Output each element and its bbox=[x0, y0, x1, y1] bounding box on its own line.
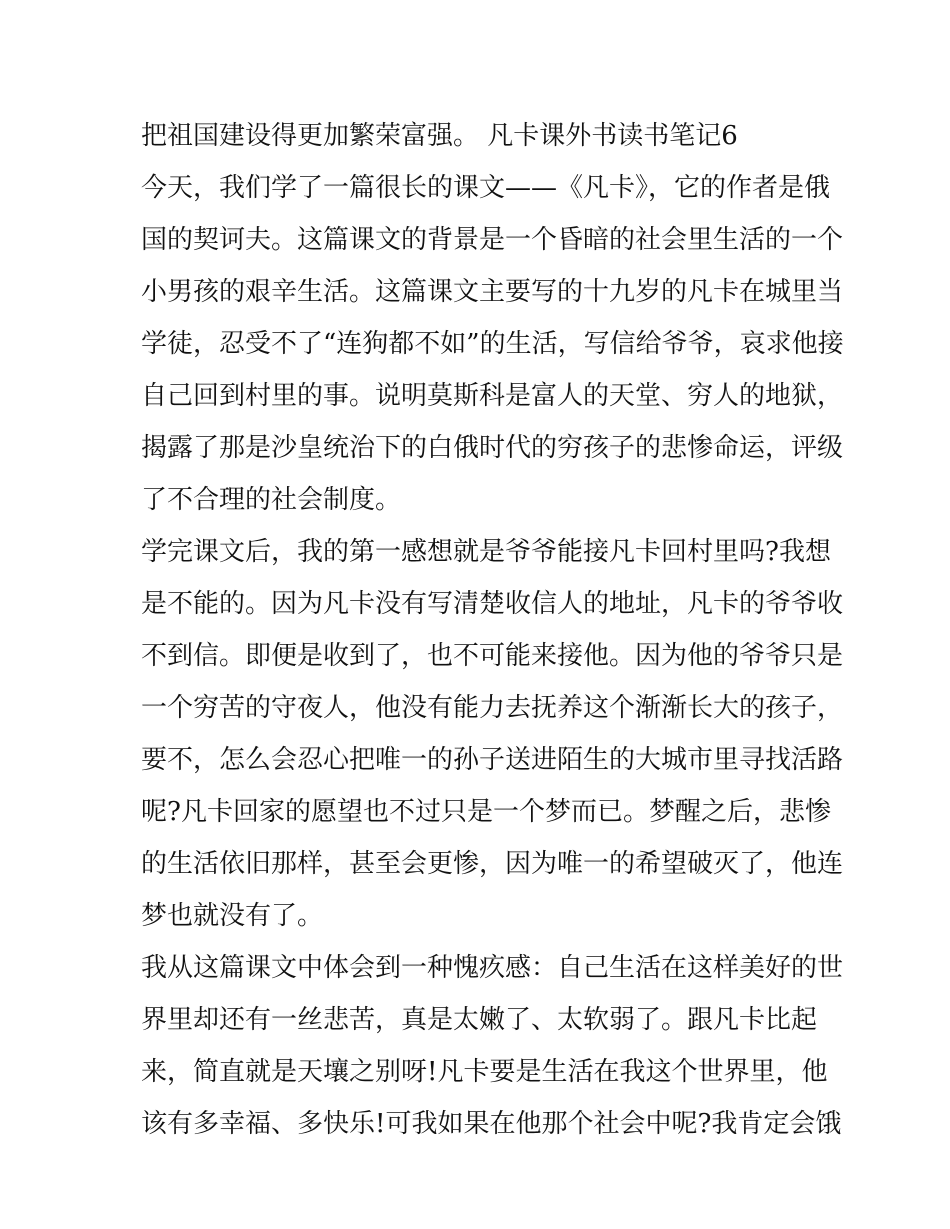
text-line: 不到信。即便是收到了，也不可能来接他。因为他的爷爷只是 bbox=[141, 641, 844, 671]
text-line: 界里却还有一丝悲苦，真是太嫩了、太软弱了。跟凡卡比起 bbox=[141, 1005, 818, 1035]
text-line: 该有多幸福、多快乐!可我如果在他那个社会中呢?我肯定会饿 bbox=[141, 1109, 842, 1139]
text-line: 把祖国建设得更加繁荣富强。 凡卡课外书读书笔记6 bbox=[141, 121, 738, 151]
text-line: 了不合理的社会制度。 bbox=[141, 485, 402, 515]
text-line: 是不能的。因为凡卡没有写清楚收信人的地址，凡卡的爷爷收 bbox=[141, 589, 844, 619]
text-line: 呢?凡卡回家的愿望也不过只是一个梦而已。梦醒之后，悲惨 bbox=[141, 797, 831, 827]
text-line: 国的契诃夫。这篇课文的背景是一个昏暗的社会里生活的一个 bbox=[141, 225, 844, 255]
document-page bbox=[141, 110, 844, 1150]
text-line: 的生活依旧那样，甚至会更惨，因为唯一的希望破灭了，他连 bbox=[141, 849, 844, 879]
text-line: 今天，我们学了一篇很长的课文——《凡卡》，它的作者是俄 bbox=[141, 173, 831, 203]
text-line: 梦也就没有了。 bbox=[141, 901, 324, 931]
text-line: 揭露了那是沙皇统治下的白俄时代的穷孩子的悲惨命运，评级 bbox=[141, 433, 844, 463]
text-line: 自己回到村里的事。说明莫斯科是富人的天堂、穷人的地狱， bbox=[141, 381, 844, 411]
text-line: 要不，怎么会忍心把唯一的孙子送进陌生的大城市里寻找活路 bbox=[141, 745, 844, 775]
text-line: 来，简直就是天壤之别呀!凡卡要是生活在我这个世界里，他 bbox=[141, 1057, 828, 1087]
text-line: 一个穷苦的守夜人，他没有能力去抚养这个渐渐长大的孩子， bbox=[141, 693, 844, 723]
text-line: 学徒，忍受不了“连狗都不如”的生活，写信给爷爷，哀求他接 bbox=[141, 329, 844, 359]
text-line: 学完课文后，我的第一感想就是爷爷能接凡卡回村里吗?我想 bbox=[141, 537, 831, 567]
text-line: 我从这篇课文中体会到一种愧疚感：自己生活在这样美好的世 bbox=[141, 953, 844, 983]
text-line: 小男孩的艰辛生活。这篇课文主要写的十九岁的凡卡在城里当 bbox=[141, 277, 844, 307]
